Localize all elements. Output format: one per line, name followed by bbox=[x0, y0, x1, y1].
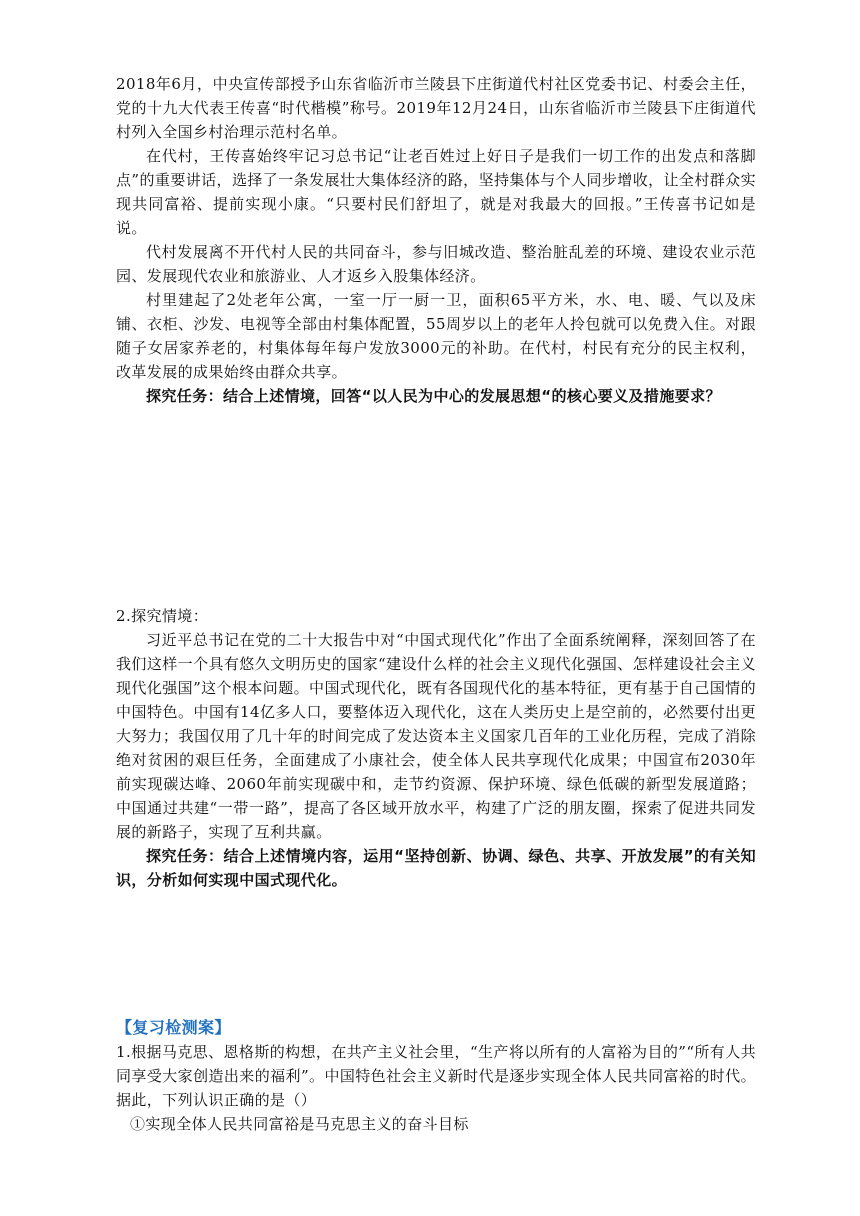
paragraph: 村里建起了2处老年公寓，一室一厅一厨一卫，面积65平方米，水、电、暖、气以及床铺、衣柜、沙发、电视等全部由村集体配置，55周岁以上的老年人拎包就可以免费入住。对跟随子女居家养老的，村集体每年每户发放3000元的补助。在代村，村民有充分的民主权利，改革发展的成果始终由群众共享。 bbox=[116, 291, 756, 381]
paragraph: 在代村，王传喜始终牢记习总书记“让老百姓过上好日子是我们一切工作的出发点和落脚点”的重要讲话，选择了一条发展壮大集体经济的路，坚持集体与个人同步增收，让全村群众实现共同富裕、提前实现小康。“只要村民们舒坦了，就是对我最大的回报。”王传喜书记如是说。 bbox=[116, 147, 756, 237]
paragraph: 代村发展离不开代村人民的共同奋斗，参与旧城改造、整治脏乱差的环境、建设农业示范园、发展现代农业和旅游业、人才返乡入股集体经济。 bbox=[116, 243, 756, 285]
question-1: 1.根据马克思、恩格斯的构想，在共产主义社会里，“生产将以所有的人富裕为目的”“所有人共同享受大家创造出来的福利”。中国特色社会主义新时代是逐步实现全体人民共同富裕的时代。据此，下列认识正确的是（） bbox=[116, 1043, 756, 1109]
task-prompt: 探究任务：结合上述情境，回答“以人民为中心的发展思想“的核心要义及措施要求？ bbox=[146, 387, 721, 405]
paragraph: 2018年6月，中央宣传部授予山东省临沂市兰陵县下庄街道代村社区党委书记、村委会主任，党的十九大代表王传喜“时代楷模”称号。2019年12月24日，山东省临沂市兰陵县下庄街道代村列入全国乡村治理示范村名单。 bbox=[116, 75, 756, 141]
section-heading: 【复习检测案】 bbox=[116, 1018, 231, 1037]
task-prompt: 探究任务：结合上述情境内容，运用“坚持创新、协调、绿色、共享、开放发展”的有关知识，分析如何实现中国式现代化。 bbox=[116, 847, 756, 889]
section-2 bbox=[116, 604, 756, 892]
section-1 bbox=[116, 72, 756, 408]
section-label: 2.探究情境： bbox=[116, 607, 209, 625]
option-1: ①实现全体人民共同富裕是马克思主义的奋斗目标 bbox=[130, 1115, 469, 1133]
review-section bbox=[116, 1016, 756, 1136]
paragraph: 习近平总书记在党的二十大报告中对“中国式现代化”作出了全面系统阐释，深刻回答了在我们这样一个具有悠久文明历史的国家“建设什么样的社会主义现代化强国、怎样建设社会主义现代化强国”这个根本问题。中国式现代化，既有各国现代化的基本特征，更有基于自己国情的中国特色。中国有14亿多人口，要整体迈入现代化，这在人类历史上是空前的，必然要付出更大努力；我国仅用了几十年的时间完成了发达资本主义国家几百年的工业化历程，完成了消除绝对贫困的艰巨任务，全面建成了小康社会，使全体人民共享现代化成果；中国宣布2030年前实现碳达峰、2060年前实现碳中和，走节约资源、保护环境、绿色低碳的新型发展道路；中国通过共建“一带一路”，提高了各区域开放水平，构建了广泛的朋友圈，探索了促进共同发展的新路子，实现了互利共赢。 bbox=[116, 631, 756, 841]
